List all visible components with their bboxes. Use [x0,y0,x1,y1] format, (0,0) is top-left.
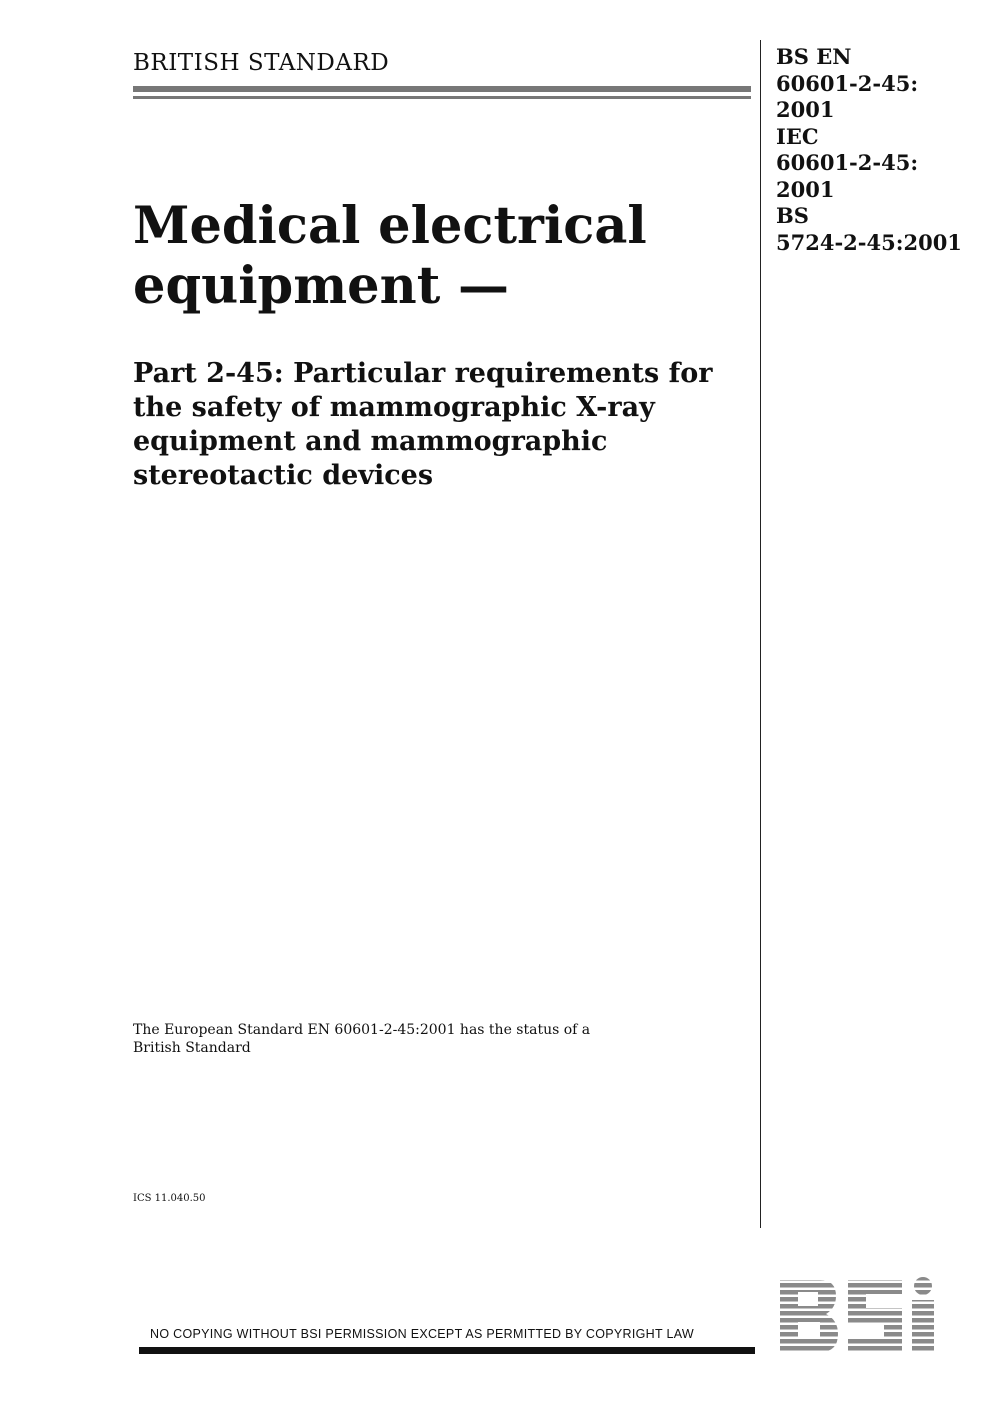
standard-number-line: IEC [776,123,819,149]
status-note-line: British Standard [133,1040,251,1056]
header-rule-thick [133,86,751,92]
copyright-notice: NO COPYING WITHOUT BSI PERMISSION EXCEPT AS PERMITTED BY COPYRIGHT LAW [150,1327,695,1341]
status-note-line: The European Standard EN 60601-2-45:2001 has the status of a [133,1022,591,1038]
ics-code: ICS 11.040.50 [133,1193,206,1204]
standard-number-line: BS [776,203,809,228]
subtitle-line: equipment and mammographic [133,426,608,457]
document-type-label: BRITISH STANDARD [133,50,390,76]
status-note [133,1021,590,1057]
footer-rule [139,1347,755,1354]
standard-number-line: 2001 [776,97,835,122]
subtitle-line: Part 2-45: Particular requirements for [133,358,713,389]
subtitle-line: the safety of mammographic X-ray [133,392,655,423]
standard-number-line: 5724-2-45:2001 [776,229,962,255]
subtitle-line: stereotactic devices [133,460,434,491]
page-title [133,196,743,316]
title-line: equipment — [133,256,510,316]
title-line: Medical electrical [133,196,647,256]
standard-numbers [776,44,962,256]
standard-number-line: 60601-2-45: [776,70,919,96]
header-rule-thin [133,96,751,99]
standard-number-line: 60601-2-45: [776,150,919,175]
standard-number-line: 2001 [776,176,835,202]
page-subtitle [133,357,753,493]
column-divider [760,40,761,1228]
bsi-logo-icon [778,1276,956,1356]
standard-number-line: BS EN [776,44,852,69]
